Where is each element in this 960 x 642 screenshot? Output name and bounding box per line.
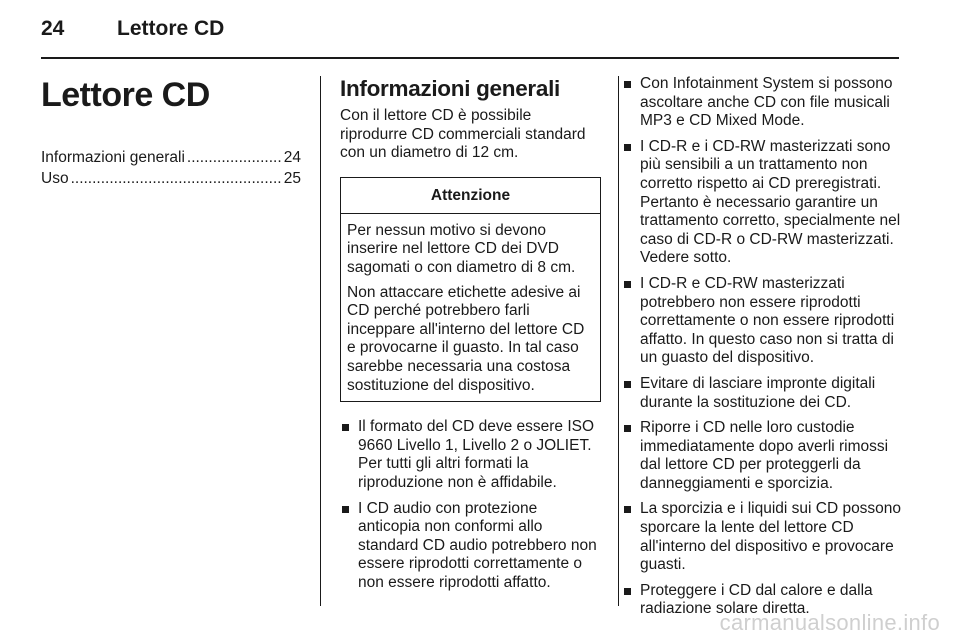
square-bullet-icon [624, 381, 631, 388]
list-item-text: Riporre i CD nelle loro custodie immediatamente dopo averli rimossi dal lettore CD per proteggerli da danneggiamenti e sporcizia. [640, 419, 889, 492]
caution-body [341, 214, 600, 401]
column-1 [41, 75, 301, 189]
toc-leader-dots [187, 147, 282, 168]
square-bullet-icon [342, 424, 349, 431]
column-2 [340, 75, 602, 599]
table-of-contents [41, 147, 301, 189]
toc-entry-label: Informazioni generali [41, 149, 185, 166]
list-item-text: I CD-R e CD-RW masterizzati potrebbero non essere riprodotti correttamente o non essere riprodotti affatto. In questo caso non si tratta di un guasto del dispositivo. [640, 274, 895, 367]
square-bullet-icon [624, 425, 631, 432]
caution-heading: Attenzione [341, 178, 600, 214]
list-item-text: Proteggere i CD dal calore e dalla radiazione solare diretta. [640, 581, 873, 618]
caution-paragraph: Non attaccare etichette adesive ai CD perché potrebbero farli inceppare all'interno del lettore CD e provocarne il guasto. In tal caso sarebbe necessaria una costosa sostituzione del dispositivo. [347, 283, 585, 394]
list-item-text: Il formato del CD deve essere ISO 9660 Livello 1, Livello 2 o JOLIET. Per tutti gli altri formati la riproduzione non è affidabile. [358, 418, 595, 491]
list-item [622, 419, 902, 493]
list-item-text: I CD audio con protezione anticopia non conformi allo standard CD audio potrebbero non essere riprodotti correttamente o non essere riprodotti affatto. [358, 499, 597, 591]
list-item [340, 500, 602, 593]
toc-leader-dots [71, 168, 282, 189]
chapter-title: Lettore CD [41, 76, 210, 114]
toc-entry-informazioni-generali[interactable] [41, 147, 301, 168]
bullet-list-col3 [622, 75, 902, 619]
list-item [622, 138, 902, 268]
square-bullet-icon [342, 506, 349, 513]
header-rule [41, 57, 899, 59]
site-watermark: carmanualsonline.info [719, 610, 940, 635]
section-title: Informazioni generali [340, 76, 560, 101]
list-item [622, 75, 902, 131]
toc-entry-page: 25 [283, 170, 301, 187]
toc-entry-page: 24 [283, 149, 301, 166]
caution-box [340, 177, 601, 402]
square-bullet-icon [624, 506, 631, 513]
list-item-text: Evitare di lasciare impronte digitali durante la sostituzione dei CD. [640, 374, 876, 411]
list-item-text: Con Infotainment System si possono ascoltare anche CD con file musicali MP3 e CD Mixed Mode. [640, 75, 893, 130]
square-bullet-icon [624, 81, 631, 88]
column-divider-2 [618, 76, 619, 606]
list-item [622, 500, 902, 574]
toc-entry-uso[interactable] [41, 168, 301, 189]
square-bullet-icon [624, 588, 631, 595]
column-divider-1 [320, 76, 321, 606]
list-item [622, 275, 902, 368]
list-item-text: I CD-R e i CD-RW masterizzati sono più sensibili a un trattamento non corretto rispetto ai CD preregistrati. Pertanto è necessario garantire un trattamento corretto, specialmente nel caso di CD-R o CD-RW masterizzati. Vedere sotto. [640, 137, 901, 267]
square-bullet-icon [624, 281, 631, 288]
bullet-list-col2 [340, 418, 602, 592]
list-item [622, 375, 902, 412]
page-number: 24 [41, 17, 65, 40]
column-3 [622, 75, 902, 626]
list-item [340, 418, 602, 492]
square-bullet-icon [624, 144, 631, 151]
toc-entry-label: Uso [41, 170, 69, 187]
intro-paragraph: Con il lettore CD è possibile riprodurre CD commerciali standard con un diametro di 12 cm. [340, 107, 586, 162]
list-item-text: La sporcizia e i liquidi sui CD possono sporcare la lente del lettore CD all'interno del dispositivo e provocare guasti. [640, 500, 902, 574]
running-title: Lettore CD [117, 17, 225, 40]
caution-paragraph: Per nessun motivo si devono inserire nel lettore CD dei DVD sagomati o con diametro di 8 cm. [347, 221, 576, 276]
